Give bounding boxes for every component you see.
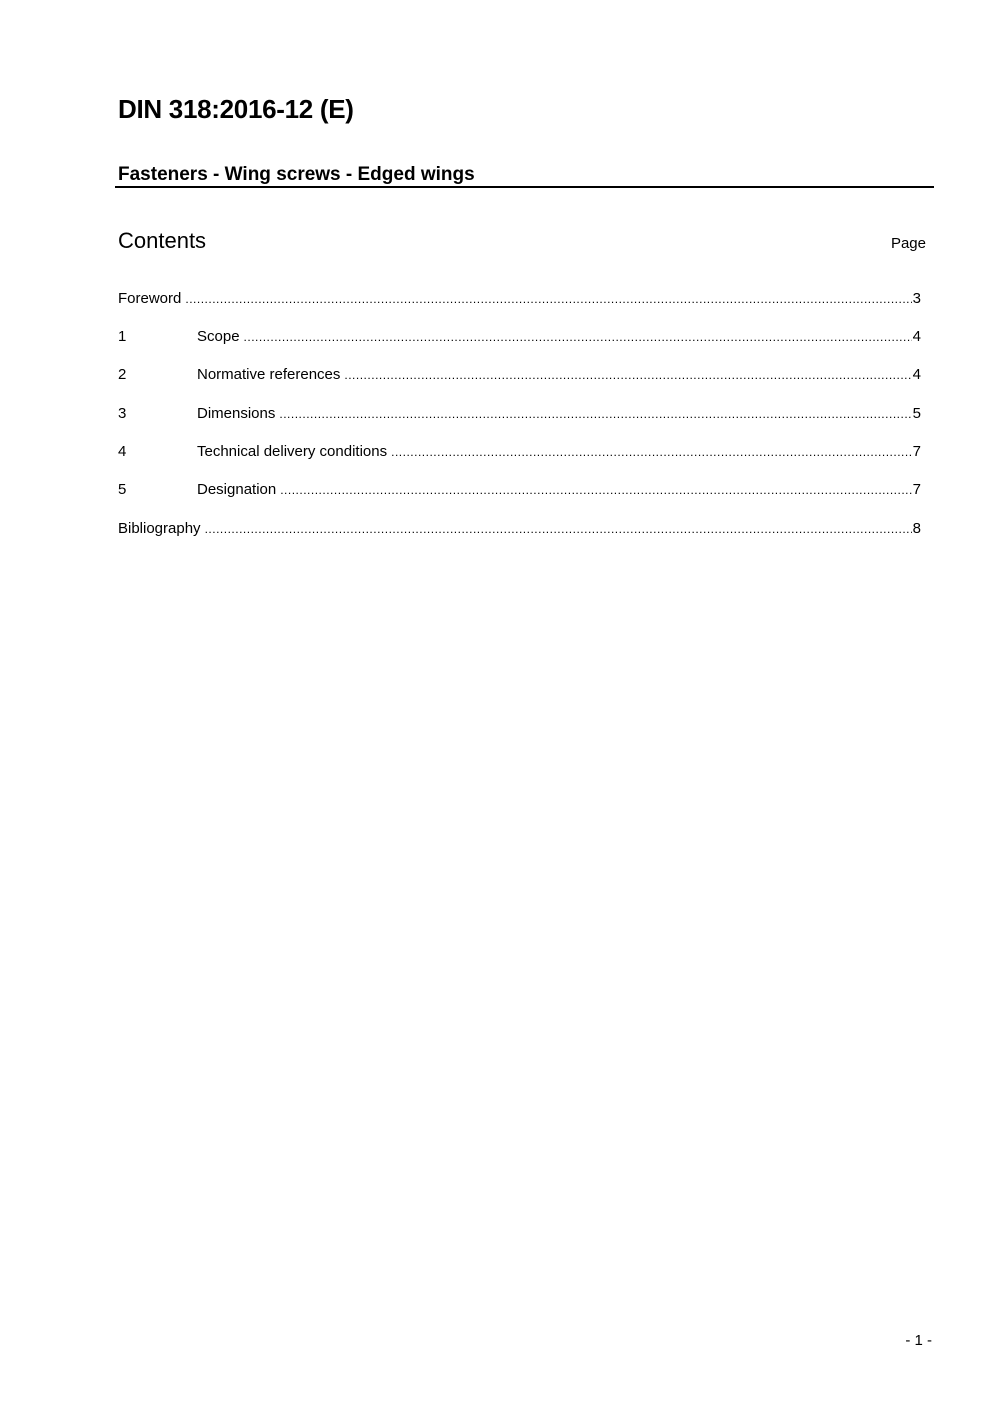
toc-entry-page: 7 (912, 481, 921, 498)
toc-dot-leader (279, 407, 911, 421)
toc-entry-number: 3 (118, 405, 127, 422)
toc-entry-page: 4 (912, 366, 921, 383)
document-title: Fasteners - Wing screws - Edged wings (118, 164, 475, 185)
toc-entry-label: Dimensions (197, 405, 276, 422)
contents-heading: Contents (118, 228, 207, 253)
toc-entry-bibliography[interactable] (118, 520, 921, 542)
toc-dot-leader (344, 368, 911, 382)
toc-dot-leader (185, 292, 911, 306)
toc-entry-page: 4 (912, 328, 921, 345)
toc-dot-leader (280, 483, 911, 497)
toc-entry-label: Designation (197, 481, 277, 498)
toc-entry-technical-delivery-conditions[interactable] (118, 443, 921, 465)
toc-dot-leader (391, 445, 912, 459)
toc-entry-number: 1 (118, 328, 127, 345)
toc-entry-label: Scope (197, 328, 240, 345)
toc-entry-label: Bibliography (118, 520, 201, 537)
toc-entry-scope[interactable] (118, 328, 921, 350)
page-column-heading: Page (890, 235, 926, 252)
toc-entry-normative-references[interactable] (118, 366, 921, 388)
toc-entry-dimensions[interactable] (118, 405, 921, 427)
toc-entry-page: 5 (912, 405, 921, 422)
toc-dot-leader (244, 330, 912, 344)
toc-entry-label: Normative references (197, 366, 341, 383)
toc-entry-page: 8 (912, 520, 921, 537)
toc-entry-number: 2 (118, 366, 127, 383)
toc-entry-designation[interactable] (118, 481, 921, 503)
toc-dot-leader (205, 522, 912, 536)
document-id: DIN 318:2016-12 (E) (118, 94, 354, 124)
toc-entry-number: 5 (118, 481, 127, 498)
toc-entry-label: Technical delivery conditions (197, 443, 388, 460)
toc-entry-foreword[interactable] (118, 290, 921, 312)
toc-entry-page: 7 (912, 443, 921, 460)
page-number: - 1 - (905, 1332, 932, 1349)
toc-entry-label: Foreword (118, 290, 182, 307)
title-underline (115, 186, 934, 188)
toc-entry-page: 3 (912, 290, 921, 307)
toc-entry-number: 4 (118, 443, 127, 460)
